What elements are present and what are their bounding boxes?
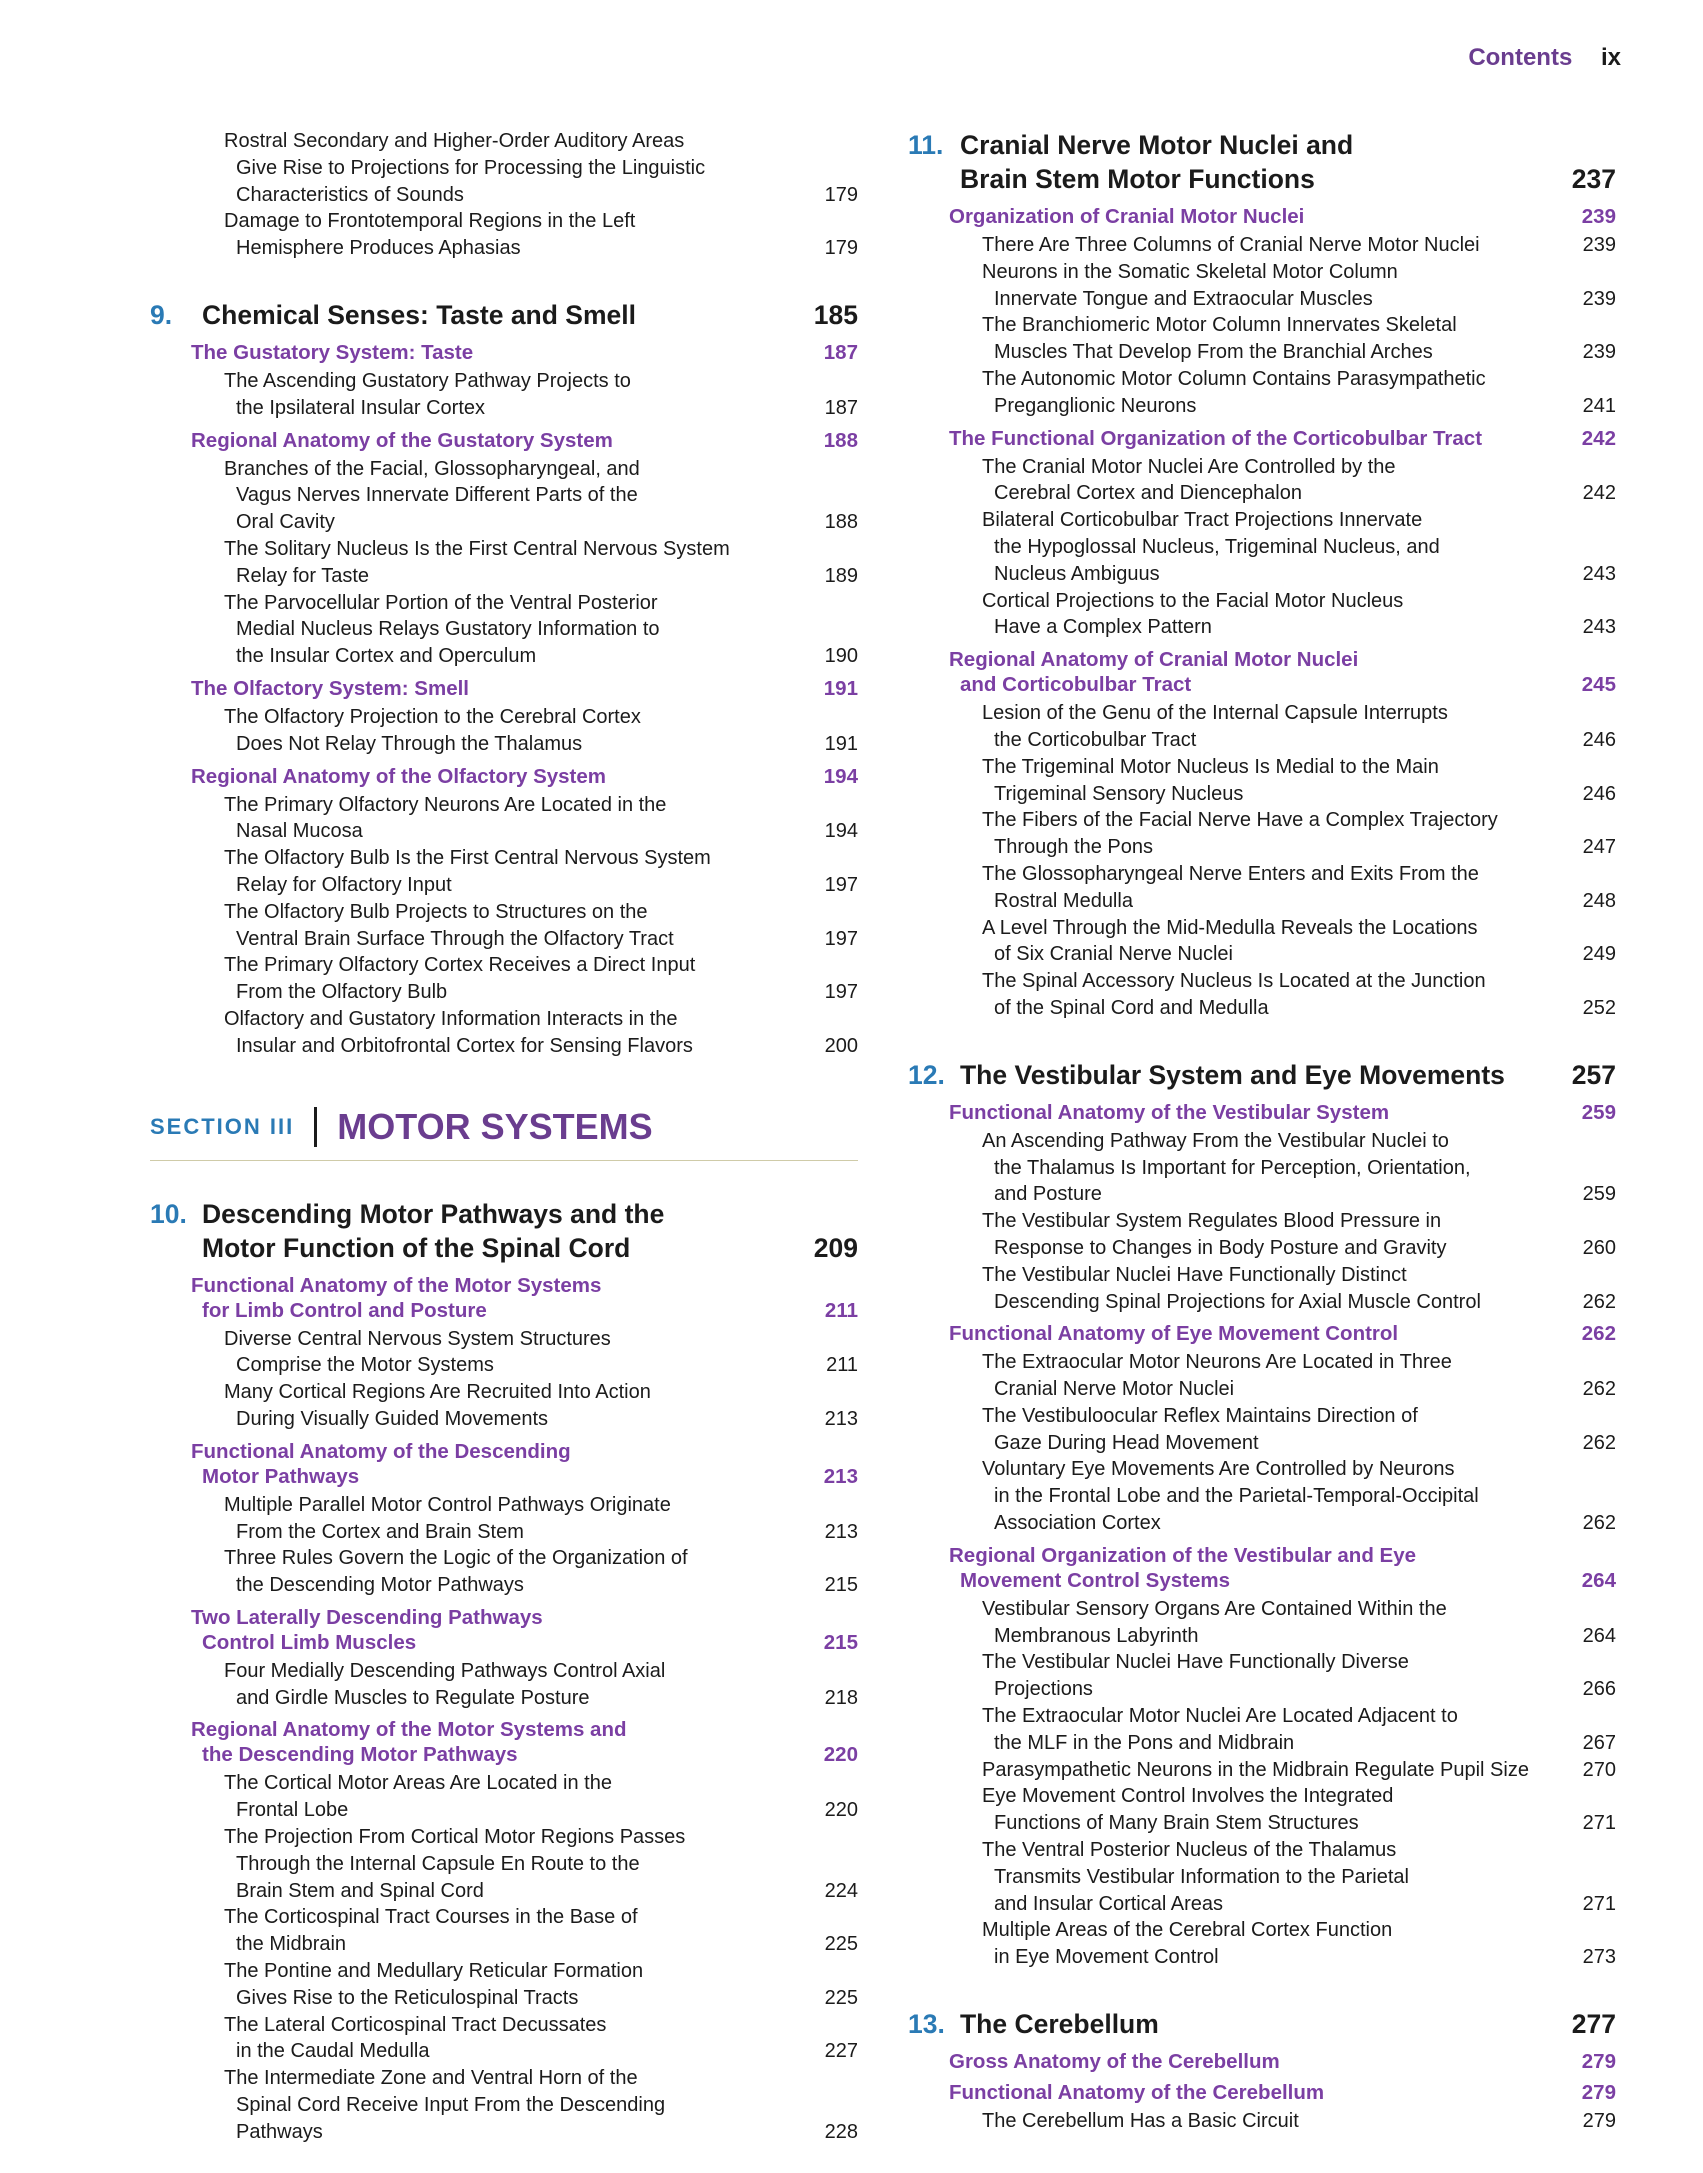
toc-entry-title: Bilateral Corticobulbar Tract Projections Innervate the Hypoglossal Nucleus, Trigeminal Nucleus, and Nucleus Ambiguus	[982, 509, 1440, 585]
chapter-number: 9.	[150, 299, 173, 330]
toc-entry-title: Rostral Secondary and Higher-Order Auditory Areas Give Rise to Projections for Processing the Linguistic Characteristics of Sounds	[224, 130, 706, 206]
toc-page-number: 211	[824, 1298, 858, 1322]
toc-sub-entry[interactable]	[150, 128, 858, 208]
toc-section-entry[interactable]	[150, 1273, 858, 1323]
toc-page-number: 224	[824, 1879, 858, 1902]
toc-entry-title: Olfactory and Gustatory Information Interacts in the Insular and Orbitofrontal Cortex for Sensing Flavors	[224, 1007, 693, 1057]
toc-entry-title: The Olfactory Projection to the Cerebral Cortex Does Not Relay Through the Thalamus	[224, 705, 641, 755]
toc-entry-title: The Corticospinal Tract Courses in the Base of the Midbrain	[224, 1906, 638, 1956]
toc-sub-entry[interactable]	[908, 1757, 1616, 1784]
toc-section-entry[interactable]	[150, 1439, 858, 1489]
toc-entry-title: The Vestibular Nuclei Have Functionally Distinct Descending Spinal Projections for Axial Muscle Control	[982, 1263, 1481, 1313]
toc-page-number: 191	[824, 732, 858, 755]
toc-page-number: 242	[1581, 426, 1616, 450]
running-head-label: Contents	[1468, 44, 1573, 71]
toc-entry-title: The Olfactory System: Smell	[191, 676, 469, 700]
toc-page-number: 277	[1571, 2009, 1616, 2040]
toc-page-number: 220	[824, 1799, 858, 1822]
toc-page-number: 267	[1582, 1731, 1616, 1754]
toc-section-entry[interactable]	[150, 676, 858, 701]
toc-entry-title: Branches of the Facial, Glossopharyngeal, and Vagus Nerves Innervate Different Parts of the Oral Cavity	[224, 457, 640, 534]
toc-page-number: 259	[1582, 1183, 1616, 1206]
toc-section-entry[interactable]	[908, 647, 1616, 697]
toc-section-entry[interactable]	[908, 2080, 1616, 2105]
toc-sub-entry[interactable]	[908, 807, 1616, 861]
toc-entry-title: The Cortical Motor Areas Are Located in the Frontal Lobe	[224, 1772, 612, 1822]
toc-chapter-entry[interactable]	[150, 1197, 858, 1265]
chapter-title: The Vestibular System and Eye Movements	[960, 1059, 1505, 1090]
toc-sub-entry[interactable]	[908, 507, 1616, 587]
toc-page-number: 225	[824, 1986, 858, 2009]
toc-page-number: 215	[823, 1630, 858, 1654]
toc-sub-entry[interactable]	[150, 1545, 858, 1599]
toc-sub-entry[interactable]	[908, 1917, 1616, 1971]
toc-sub-entry[interactable]	[150, 1958, 858, 2012]
toc-page-number: 194	[823, 764, 858, 788]
toc-chapter-entry[interactable]	[908, 1058, 1616, 1092]
running-head-page-number: ix	[1600, 44, 1621, 71]
toc-entry-title: The Ascending Gustatory Pathway Projects to the Ipsilateral Insular Cortex	[224, 369, 631, 419]
toc-sub-entry[interactable]	[150, 1326, 858, 1380]
toc-sub-entry[interactable]	[908, 754, 1616, 808]
toc-page-number: 187	[823, 340, 858, 364]
toc-sub-entry[interactable]	[150, 845, 858, 899]
toc-sub-entry[interactable]	[150, 1904, 858, 1958]
toc-section-entry[interactable]	[908, 204, 1616, 229]
toc-page-number: 262	[1582, 1290, 1616, 1313]
toc-entry-title	[908, 2007, 1546, 2041]
toc-section-entry[interactable]	[908, 1100, 1616, 1125]
toc-entry-title: Eye Movement Control Involves the Integrated Functions of Many Brain Stem Structures	[982, 1785, 1394, 1835]
toc-page-number: 189	[824, 564, 858, 587]
toc-sub-entry[interactable]	[908, 312, 1616, 366]
toc-entry-title: Neurons in the Somatic Skeletal Motor Column Innervate Tongue and Extraocular Muscles	[982, 260, 1398, 310]
toc-entry-title: The Solitary Nucleus Is the First Central Nervous System Relay for Taste	[224, 537, 730, 587]
toc-entry-title: The Vestibular System Regulates Blood Pressure in Response to Changes in Body Posture and Gravity	[982, 1210, 1447, 1259]
toc-page-number: 279	[1581, 2050, 1616, 2074]
toc-entry-title: The Primary Olfactory Neurons Are Located in the Nasal Mucosa	[224, 793, 667, 843]
toc-entry-title: The Lateral Corticospinal Tract Decussates in the Caudal Medulla	[224, 2013, 607, 2063]
toc-entry-title: Damage to Frontotemporal Regions in the Left Hemisphere Produces Aphasias	[224, 210, 636, 260]
toc-entry-title: Regional Anatomy of the Olfactory System	[191, 764, 607, 788]
toc-page-number: 262	[1582, 1378, 1616, 1401]
toc-page-number: 271	[1582, 1812, 1616, 1835]
toc-page-number: 211	[826, 1354, 858, 1377]
toc-page-number: 264	[1582, 1624, 1616, 1647]
toc-sub-entry[interactable]	[150, 590, 858, 670]
toc-sub-entry[interactable]	[150, 2065, 858, 2145]
toc-page-number: 270	[1582, 1758, 1616, 1781]
toc-sub-entry[interactable]	[150, 208, 858, 262]
toc-entry-title: Regional Organization of the Vestibular and Eye Movement Control Systems	[949, 1543, 1417, 1592]
toc-entry-title: The Extraocular Motor Nuclei Are Located Adjacent to the MLF in the Pons and Midbrain	[982, 1705, 1458, 1754]
toc-chapter-entry[interactable]	[150, 298, 858, 332]
toc-section-entry[interactable]	[908, 1321, 1616, 1346]
section-divider-bar	[314, 1107, 317, 1147]
toc-page-number: 271	[1582, 1892, 1616, 1915]
chapter-number: 12.	[908, 1059, 945, 1090]
toc-entry-title: The Intermediate Zone and Ventral Horn of the Spinal Cord Receive Input From the Descending Pathways	[224, 2067, 666, 2143]
toc-entry-title: The Olfactory Bulb Projects to Structures on the Ventral Brain Surface Through the Olfactory Tract	[224, 900, 674, 950]
toc-entry-title: The Cerebellum Has a Basic Circuit	[982, 2110, 1299, 2133]
toc-sub-entry[interactable]	[908, 588, 1616, 642]
toc-entry-title: Three Rules Govern the Logic of the Organization of the Descending Motor Pathways	[224, 1547, 688, 1597]
toc-sub-entry[interactable]	[908, 1703, 1616, 1757]
toc-entry-title: Many Cortical Regions Are Recruited Into Action During Visually Guided Movements	[224, 1381, 651, 1430]
toc-page-number: 179	[824, 237, 858, 260]
toc-entry-title: Functional Anatomy of the Motor Systems for Limb Control and Posture	[191, 1273, 602, 1322]
toc-page-number: 249	[1582, 943, 1616, 966]
toc-sub-entry[interactable]	[908, 700, 1616, 754]
toc-section-entry[interactable]	[908, 1543, 1616, 1593]
toc-entry-title: The Fibers of the Facial Nerve Have a Complex Trajectory Through the Pons	[982, 809, 1498, 859]
toc-page-number: 188	[823, 428, 858, 452]
toc-sub-entry[interactable]	[150, 1658, 858, 1712]
toc-sub-entry[interactable]	[908, 1208, 1616, 1262]
toc-page-number: 209	[813, 1232, 858, 1263]
toc-page-number: 197	[824, 927, 858, 950]
chapter-number: 13.	[908, 2009, 945, 2040]
toc-sub-entry[interactable]	[908, 1837, 1616, 1917]
toc-entry-title: Functional Anatomy of the Vestibular System	[949, 1100, 1390, 1124]
toc-entry-title: Multiple Areas of the Cerebral Cortex Function in Eye Movement Control	[982, 1919, 1393, 1969]
toc-sub-entry[interactable]	[908, 2108, 1616, 2135]
toc-sub-entry[interactable]	[150, 952, 858, 1006]
toc-page-number: 190	[824, 645, 858, 668]
toc-sub-entry[interactable]	[908, 1128, 1616, 1208]
toc-page-number: 213	[824, 1407, 858, 1430]
toc-entry-title	[908, 128, 1546, 196]
toc-sub-entry[interactable]	[908, 1596, 1616, 1650]
toc-sub-entry[interactable]	[908, 366, 1616, 420]
toc-page-number: 197	[824, 981, 858, 1004]
toc-entry-title: Regional Anatomy of Cranial Motor Nuclei and Corticobulbar Tract	[949, 648, 1359, 697]
toc-entry-title: An Ascending Pathway From the Vestibular Nuclei to the Thalamus Is Important for Perception, Orientation, and Posture	[982, 1129, 1471, 1206]
toc-sub-entry[interactable]	[150, 1492, 858, 1546]
toc-page-number: 247	[1582, 836, 1616, 859]
toc-entry-title: Multiple Parallel Motor Control Pathways Originate From the Cortex and Brain Stem	[224, 1493, 671, 1543]
toc-entry-title: The Vestibular Nuclei Have Functionally Diverse Projections	[982, 1651, 1409, 1701]
toc-entry-title: Two Laterally Descending Pathways Control Limb Muscles	[191, 1605, 543, 1654]
toc-entry-title	[150, 298, 788, 332]
toc-page-number: 187	[824, 396, 858, 419]
toc-entry-title: The Pontine and Medullary Reticular Formation Gives Rise to the Reticulospinal Tracts	[224, 1960, 644, 2009]
toc-sub-entry[interactable]	[908, 259, 1616, 313]
toc-entry-title: A Level Through the Mid-Medulla Reveals the Locations of Six Cranial Nerve Nuclei	[982, 916, 1478, 966]
toc-entry-title: Parasympathetic Neurons in the Midbrain Regulate Pupil Size	[982, 1758, 1529, 1781]
running-head	[1468, 44, 1621, 72]
toc-entry-title: Lesion of the Genu of the Internal Capsule Interrupts the Corticobulbar Tract	[982, 702, 1448, 751]
toc-sub-entry[interactable]	[908, 454, 1616, 508]
toc-page-number: 225	[824, 1933, 858, 1956]
toc-entry-title: Cortical Projections to the Facial Motor Nucleus Have a Complex Pattern	[982, 589, 1404, 639]
toc-page-number: 259	[1581, 1100, 1616, 1124]
toc-sub-entry[interactable]	[150, 368, 858, 422]
toc-entry-title: The Parvocellular Portion of the Ventral Posterior Medial Nucleus Relays Gustatory Information to the Insular Cortex and Operculum	[224, 591, 660, 668]
toc-page-number: 262	[1582, 1512, 1616, 1535]
toc-page-number: 179	[824, 183, 858, 206]
toc-right-column	[908, 128, 1616, 2135]
toc-section-entry[interactable]	[150, 428, 858, 453]
toc-chapter-entry[interactable]	[908, 2007, 1616, 2041]
toc-sub-entry[interactable]	[908, 1349, 1616, 1403]
toc-entry-title: The Vestibuloocular Reflex Maintains Direction of Gaze During Head Movement	[982, 1404, 1418, 1454]
toc-entry-title: The Primary Olfactory Cortex Receives a Direct Input From the Olfactory Bulb	[224, 954, 696, 1004]
chapter-title: Descending Motor Pathways and the Motor Function of the Spinal Cord	[202, 1198, 665, 1263]
section-title: MOTOR SYSTEMS	[337, 1105, 653, 1147]
toc-page-number: 279	[1582, 2110, 1616, 2133]
toc-page-number: 243	[1582, 616, 1616, 639]
chapter-title: The Cerebellum	[960, 2009, 1159, 2040]
toc-page-number: 185	[813, 299, 858, 330]
toc-entry-title: The Branchiomeric Motor Column Innervates Skeletal Muscles That Develop From the Branchial Arches	[982, 314, 1457, 364]
toc-page-number: 264	[1581, 1568, 1616, 1592]
toc-entry-title: The Projection From Cortical Motor Regions Passes Through the Internal Capsule En Route to the Brain Stem and Spinal Cord	[224, 1826, 686, 1902]
toc-section-entry[interactable]	[908, 2049, 1616, 2074]
toc-page-number: 215	[824, 1574, 858, 1597]
toc-entry-title: The Glossopharyngeal Nerve Enters and Exits From the Rostral Medulla	[982, 862, 1479, 912]
toc-sub-entry[interactable]	[150, 456, 858, 536]
toc-entry-title: Regional Anatomy of the Motor Systems and the Descending Motor Pathways	[191, 1718, 627, 1767]
toc-page-number: 248	[1582, 889, 1616, 912]
toc-page-number: 241	[1582, 394, 1616, 417]
toc-section-entry[interactable]	[150, 764, 858, 789]
toc-entry-title: Functional Anatomy of Eye Movement Control	[949, 1322, 1399, 1346]
toc-sub-entry[interactable]	[150, 536, 858, 590]
toc-entry-title: The Extraocular Motor Neurons Are Located in Three Cranial Nerve Motor Nuclei	[982, 1351, 1452, 1401]
toc-sub-entry[interactable]	[908, 1403, 1616, 1457]
toc-entry-title: The Ventral Posterior Nucleus of the Thalamus Transmits Vestibular Information to the Parietal and Insular Cortical Areas	[982, 1839, 1409, 1915]
toc-sub-entry[interactable]	[150, 899, 858, 953]
toc-page-number: 246	[1582, 728, 1616, 751]
toc-page-number: 194	[824, 820, 858, 843]
toc-page-number: 228	[824, 2120, 858, 2143]
toc-page-number: 213	[824, 1520, 858, 1543]
toc-page-number: 239	[1582, 234, 1616, 256]
toc-sub-entry[interactable]	[908, 915, 1616, 969]
toc-sub-entry[interactable]	[150, 1824, 858, 1904]
toc-page-number: 246	[1582, 782, 1616, 805]
toc-section-entry[interactable]	[150, 1717, 858, 1767]
toc-page-number: 260	[1582, 1236, 1616, 1259]
toc-page-number: 188	[824, 511, 858, 534]
toc-page-number: 220	[823, 1743, 858, 1767]
toc-entry-title: Functional Anatomy of the Descending Motor Pathways	[191, 1439, 571, 1488]
toc-entry-title: There Are Three Columns of Cranial Nerve Motor Nuclei	[982, 234, 1480, 256]
toc-page-number: 227	[824, 2040, 858, 2063]
toc-entry-title: Vestibular Sensory Organs Are Contained Within the Membranous Labyrinth	[982, 1597, 1447, 1647]
toc-page-number: 218	[824, 1686, 858, 1709]
toc-page-number: 242	[1582, 482, 1616, 505]
toc-page-number: 243	[1582, 562, 1616, 585]
toc-page-number: 200	[824, 1034, 858, 1057]
toc-entry-title: Functional Anatomy of the Cerebellum	[949, 2081, 1325, 2105]
chapter-number: 11.	[908, 130, 944, 160]
toc-sub-entry[interactable]	[908, 1262, 1616, 1316]
toc-sub-entry[interactable]	[908, 1649, 1616, 1703]
section-label: SECTION III	[150, 1113, 295, 1139]
toc-entry-title	[150, 1197, 788, 1265]
toc-section-entry[interactable]	[150, 340, 858, 365]
toc-sub-entry[interactable]	[908, 1783, 1616, 1837]
toc-page-number: 245	[1581, 673, 1616, 697]
toc-sub-entry[interactable]	[150, 1770, 858, 1824]
toc-entry-title: Diverse Central Nervous System Structures Comprise the Motor Systems	[224, 1327, 611, 1377]
toc-sub-entry[interactable]	[150, 704, 858, 758]
toc-section-entry[interactable]	[150, 1605, 858, 1655]
toc-page-number: 262	[1582, 1431, 1616, 1454]
toc-sub-entry[interactable]	[150, 2012, 858, 2066]
toc-entry-title	[908, 1058, 1546, 1092]
toc-sub-entry[interactable]	[908, 232, 1616, 259]
toc-entry-title: Voluntary Eye Movements Are Controlled by Neurons in the Frontal Lobe and the Parietal-Temporal-Occipital Association Cortex	[982, 1458, 1479, 1535]
toc-entry-title: Gross Anatomy of the Cerebellum	[949, 2050, 1280, 2074]
chapter-title: Cranial Nerve Motor Nuclei and Brain Stem Motor Functions	[960, 130, 1354, 194]
chapter-number: 10.	[150, 1198, 187, 1229]
section-banner	[150, 1106, 858, 1161]
toc-page-number: 237	[1571, 164, 1616, 194]
toc-entry-title: The Olfactory Bulb Is the First Central Nervous System Relay for Olfactory Input	[224, 847, 711, 896]
toc-sub-entry[interactable]	[908, 861, 1616, 915]
toc-entry-title: The Autonomic Motor Column Contains Parasympathetic Preganglionic Neurons	[982, 367, 1486, 417]
toc-sub-entry[interactable]	[908, 1456, 1616, 1536]
toc-page-number: 239	[1581, 205, 1616, 228]
toc-page-number: 252	[1582, 996, 1616, 1019]
toc-sub-entry[interactable]	[150, 1006, 858, 1060]
toc-section-entry[interactable]	[908, 426, 1616, 451]
toc-page-number: 213	[823, 1464, 858, 1488]
toc-page-number: 239	[1582, 341, 1616, 364]
toc-page-number: 191	[823, 676, 858, 700]
toc-page-number: 257	[1571, 1059, 1616, 1090]
toc-entry-title: Regional Anatomy of the Gustatory System	[191, 428, 613, 452]
toc-entry-title: The Functional Organization of the Corticobulbar Tract	[949, 426, 1483, 450]
toc-entry-title: The Gustatory System: Taste	[191, 340, 474, 364]
toc-chapter-entry[interactable]	[908, 128, 1616, 196]
toc-entry-title: The Cranial Motor Nuclei Are Controlled by the Cerebral Cortex and Diencephalon	[982, 455, 1396, 505]
toc-entry-title: Four Medially Descending Pathways Control Axial and Girdle Muscles to Regulate Posture	[224, 1659, 666, 1709]
toc-page-number: 273	[1582, 1946, 1616, 1969]
toc-entry-title: The Trigeminal Motor Nucleus Is Medial to the Main Trigeminal Sensory Nucleus	[982, 755, 1439, 805]
toc-page-number: 279	[1581, 2081, 1616, 2105]
toc-sub-entry[interactable]	[150, 1379, 858, 1433]
chapter-title: Chemical Senses: Taste and Smell	[202, 299, 636, 330]
toc-page-number: 262	[1581, 1322, 1616, 1346]
toc-sub-entry[interactable]	[908, 968, 1616, 1022]
toc-sub-entry[interactable]	[150, 792, 858, 846]
toc-left-column	[150, 128, 858, 2146]
toc-entry-title: The Spinal Accessory Nucleus Is Located at the Junction of the Spinal Cord and Medulla	[982, 970, 1486, 1019]
toc-page-number: 197	[824, 873, 858, 896]
toc-entry-title: Organization of Cranial Motor Nuclei	[949, 205, 1305, 228]
toc-page-number: 239	[1582, 287, 1616, 310]
toc-page-number: 266	[1582, 1678, 1616, 1701]
